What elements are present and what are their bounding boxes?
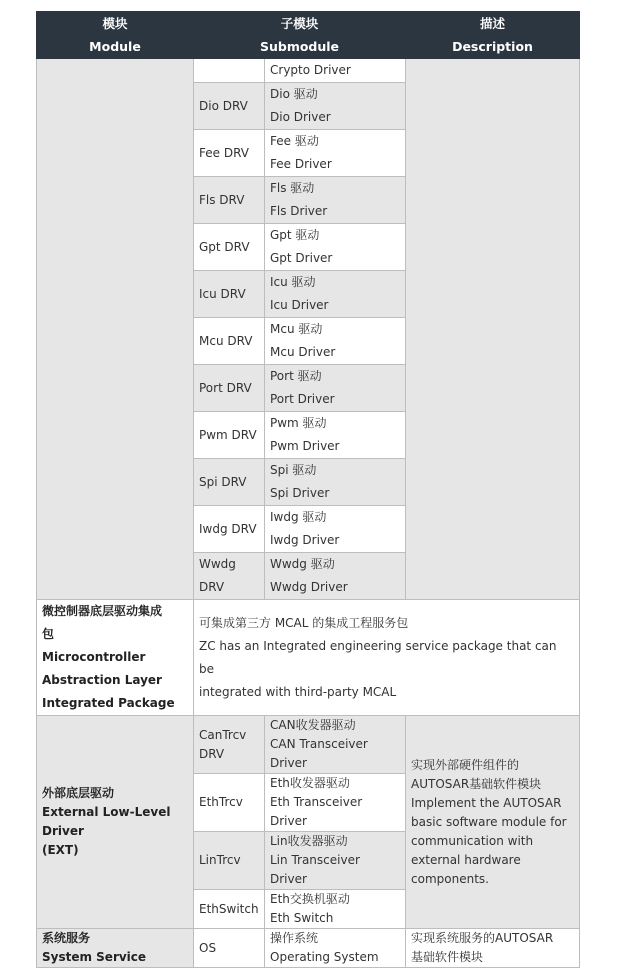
submodule-cell: Wwdg DRV <box>194 553 265 600</box>
submodule-desc: Icu 驱动 Icu Driver <box>265 271 406 318</box>
submodule-desc: Mcu 驱动 Mcu Driver <box>265 318 406 365</box>
module-table <box>36 11 580 968</box>
submodule-desc: Wwdg 驱动 Wwdg Driver <box>265 553 406 600</box>
mcal-module-cell <box>37 59 194 600</box>
table-row <box>37 716 580 774</box>
sys-summary-cell: 实现系统服务的AUTOSAR 基础软件模块 <box>406 929 580 968</box>
submodule-cell: Dio DRV <box>194 83 265 130</box>
submodule-cell: Gpt DRV <box>194 224 265 271</box>
submodule-desc: Crypto Driver <box>265 59 406 83</box>
submodule-desc: Spi 驱动 Spi Driver <box>265 459 406 506</box>
submodule-desc: Eth交换机驱动 Eth Switch <box>265 890 406 929</box>
submodule-cell: Mcu DRV <box>194 318 265 365</box>
submodule-cell: Spi DRV <box>194 459 265 506</box>
submodule-desc: Port 驱动 Port Driver <box>265 365 406 412</box>
submodule-desc: Eth收发器驱动 Eth Transceiver Driver <box>265 774 406 832</box>
submodule-cell: LinTrcv <box>194 832 265 890</box>
submodule-cell: Fls DRV <box>194 177 265 224</box>
submodule-cell <box>194 59 265 83</box>
table-row <box>37 929 580 968</box>
header-submodule: 子模块 Submodule <box>194 12 406 59</box>
submodule-desc: Iwdg 驱动 Iwdg Driver <box>265 506 406 553</box>
submodule-desc: 操作系统 Operating System <box>265 929 406 968</box>
submodule-cell: Fee DRV <box>194 130 265 177</box>
integrated-desc-cell: 可集成第三方 MCAL 的集成工程服务包 ZC has an Integrated engineering service package that can be integrated with third-party MCAL <box>194 600 580 716</box>
table-header <box>37 12 580 59</box>
table-row <box>37 600 580 716</box>
submodule-cell: CanTrcv DRV <box>194 716 265 774</box>
submodule-desc: Fee 驱动 Fee Driver <box>265 130 406 177</box>
table-row <box>37 59 580 83</box>
ext-summary-cell: 实现外部硬件组件的 AUTOSAR基础软件模块 Implement the AUTOSAR basic software module for communication with external hardware components. <box>406 716 580 929</box>
module-name-cell: 微控制器底层驱动集成 包 Microcontroller Abstraction Layer Integrated Package <box>37 600 194 716</box>
submodule-desc: CAN收发器驱动 CAN Transceiver Driver <box>265 716 406 774</box>
submodule-desc: Dio 驱动 Dio Driver <box>265 83 406 130</box>
module-name-cell: 外部底层驱动 External Low-Level Driver (EXT) <box>37 716 194 929</box>
submodule-cell: Pwm DRV <box>194 412 265 459</box>
header-module: 模块 Module <box>37 12 194 59</box>
submodule-cell: EthSwitch <box>194 890 265 929</box>
submodule-cell: EthTrcv <box>194 774 265 832</box>
submodule-desc: Fls 驱动 Fls Driver <box>265 177 406 224</box>
module-name-cell: 系统服务 System Service <box>37 929 194 968</box>
submodule-desc: Lin收发器驱动 Lin Transceiver Driver <box>265 832 406 890</box>
submodule-cell: OS <box>194 929 265 968</box>
submodule-desc: Pwm 驱动 Pwm Driver <box>265 412 406 459</box>
submodule-cell: Iwdg DRV <box>194 506 265 553</box>
header-description: 描述 Description <box>406 12 580 59</box>
submodule-desc: Gpt 驱动 Gpt Driver <box>265 224 406 271</box>
mcal-summary-cell <box>406 59 580 600</box>
submodule-cell: Icu DRV <box>194 271 265 318</box>
submodule-cell: Port DRV <box>194 365 265 412</box>
